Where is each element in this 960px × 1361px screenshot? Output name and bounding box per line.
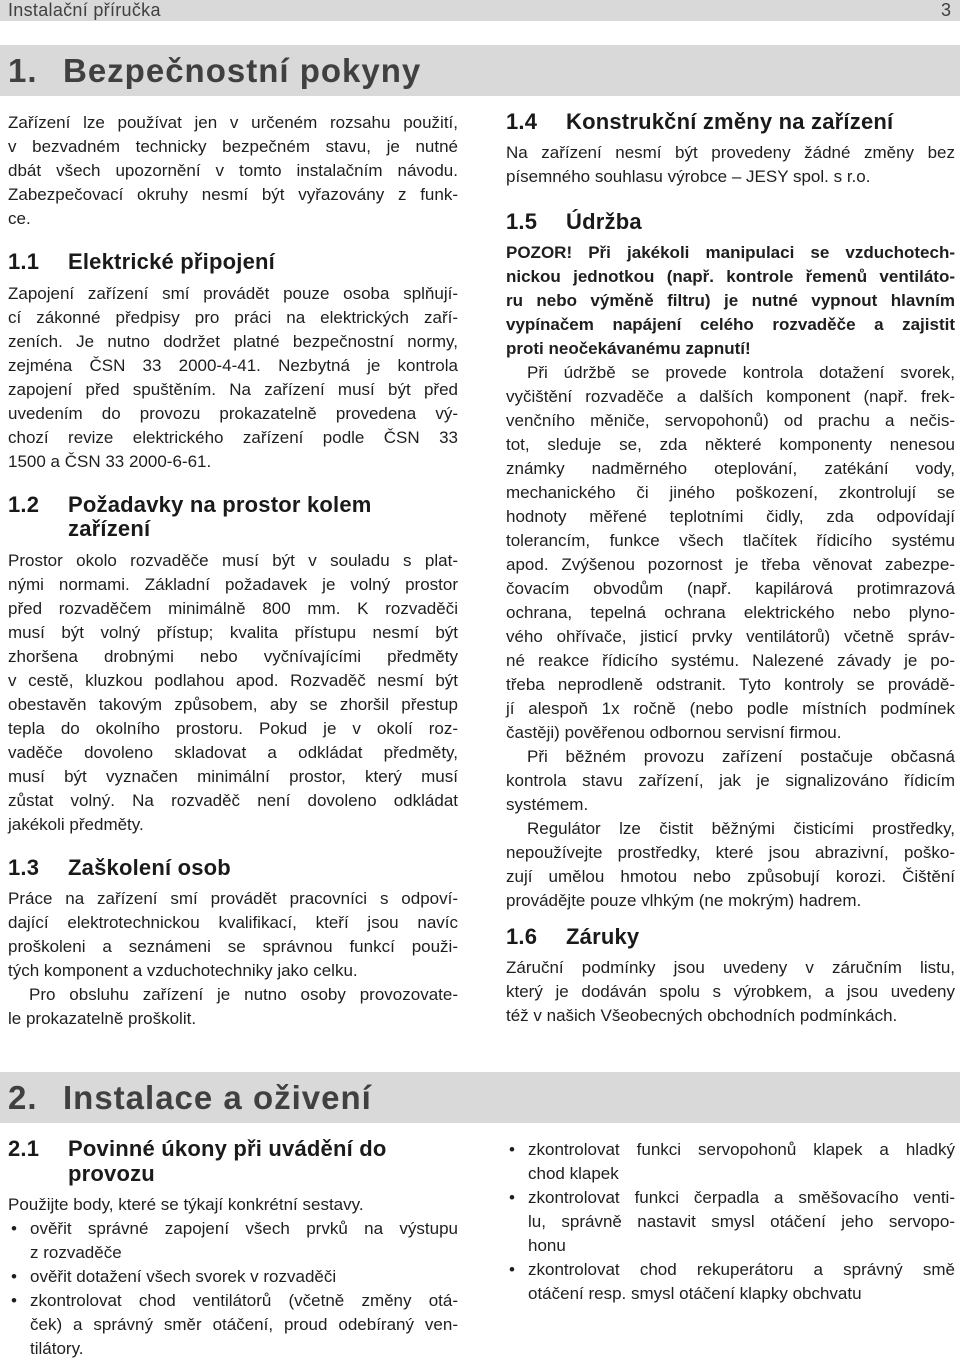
text-line: provozu xyxy=(68,1161,155,1186)
text-line: z rozvaděče xyxy=(30,1243,122,1262)
text-line: Pro obsluhu zařízení je nutno osoby provozovate- xyxy=(29,985,458,1004)
text-line: v bezvadném technicky bezpečném stavu, je nutné xyxy=(8,137,458,156)
text-line: Zaškolení osob xyxy=(68,855,231,880)
subsection-body xyxy=(506,241,955,913)
subsection-heading xyxy=(8,493,458,541)
subsection-title xyxy=(566,210,955,234)
bullet-text xyxy=(30,1217,458,1265)
text-line: proti neočekávanému zapnutí! xyxy=(506,339,751,358)
text-line: Záruky xyxy=(566,924,640,949)
paragraph xyxy=(506,956,955,1028)
subsection-title xyxy=(566,110,955,134)
section-title: Instalace a oživení xyxy=(63,1079,372,1116)
text-line: v cestě, kluzkou podlahou apod. Rozvaděč nesmí být xyxy=(8,671,458,690)
text-line: zkontrolovat funkci čerpadla a směšovacího venti- xyxy=(528,1188,955,1207)
text-line: systémem. xyxy=(506,795,589,814)
subsection-body xyxy=(8,887,458,1031)
document-title: Instalační příručka xyxy=(8,0,161,20)
section-number: 1. xyxy=(8,52,38,89)
text-line: písemného souhlasu výrobce – JESY spol. s r.o. xyxy=(506,167,871,186)
text-line: vyčištění rozvaděče a dalších komponent (např. frek- xyxy=(506,387,955,406)
text-line: vého ohřívače, jisticí prvky ventilátorů) včetně správ- xyxy=(506,627,955,646)
text-line: Zabezpečovací okruhy nesmí být vyřazovány z funk- xyxy=(8,185,458,204)
subsection-number: 2.1 xyxy=(8,1136,40,1161)
text-line: Zařízení lze používat jen v určeném rozsahu použití, xyxy=(8,113,458,132)
text-line: zkontrolovat chod ventilátorů (včetně změny otá- xyxy=(30,1291,458,1310)
text-line: otáčení resp. smysl otáčení klapky obchvatu xyxy=(528,1284,862,1303)
bullet-text xyxy=(30,1289,458,1361)
text-line: zařízení xyxy=(68,516,151,541)
text-line: častěji) pověřenou odbornou servisní firmou. xyxy=(506,723,842,742)
text-line: Údržba xyxy=(566,209,642,234)
text-line: ček) a správný směr otáčení, proud odebíraný ven- xyxy=(30,1315,458,1334)
subsection-number: 1.4 xyxy=(506,109,538,134)
text-line: nickou jednotkou (např. kontrole řemenů ventiláto- xyxy=(506,267,955,286)
text-line: proškoleni a seznámeni se správnou funkcí použi- xyxy=(8,937,458,956)
subsection-title xyxy=(68,1136,458,1186)
text-line: před rozvaděčem minimálně 800 mm. K rozvaděči xyxy=(8,599,458,618)
text-line: jakékoli předměty. xyxy=(8,815,144,834)
text-line: mechanického či jiného poškození, zkontrolují se xyxy=(506,483,955,502)
bullet-item xyxy=(8,1217,458,1265)
text-line: musí být vyznačen minimální prostor, který musí xyxy=(8,767,458,786)
text-line: POZOR! Při jakékoli manipulaci se vzduchotech- xyxy=(506,243,955,262)
text-line: kontrola stavu zařízení, jak je signalizováno řídicím xyxy=(506,771,955,790)
text-line: né reakce řídicího systému. Nalezené závady je po- xyxy=(506,651,955,670)
bullet-item xyxy=(506,1138,955,1186)
bullet-text xyxy=(528,1138,955,1186)
text-line: nými normami. Základní požadavek je volný prostor xyxy=(8,575,458,594)
paragraph xyxy=(8,282,458,474)
text-line: honu xyxy=(528,1236,566,1255)
paragraph xyxy=(8,549,458,837)
subsection-number: 1.2 xyxy=(8,492,40,517)
checklist-left xyxy=(8,1217,458,1361)
bullet-icon xyxy=(8,1217,20,1241)
paragraph xyxy=(506,745,955,817)
text-line: tot, sleduje se, zda některé komponenty nenesou xyxy=(506,435,955,454)
text-line: apod. Zvýšenou pozornost je třeba věnovat zabezpe- xyxy=(506,555,955,574)
subsection-number: 1.3 xyxy=(8,855,40,880)
bullet-icon xyxy=(506,1186,518,1210)
subsection-heading xyxy=(8,856,458,880)
text-line: zkontrolovat chod rekuperátoru a správný smě xyxy=(528,1260,955,1279)
subsection-title xyxy=(68,856,458,880)
bullet-icon xyxy=(506,1138,518,1162)
text-line: nepoužívejte prostředky, které jsou abrazivní, poško- xyxy=(506,843,955,862)
subsection-title xyxy=(68,250,458,274)
text-line: 1500 a ČSN 33 2000-6-61. xyxy=(8,452,212,471)
section-heading-bar xyxy=(0,1072,960,1123)
bullet-item xyxy=(8,1289,458,1361)
text-line: zapojení před spuštěním. Na zařízení musí být před xyxy=(8,380,458,399)
text-line: tých komponent a vzduchotechniky jako celku. xyxy=(8,961,358,980)
text-line: zují umělou hmotou nebo způsobují korozi. Čištění xyxy=(506,867,955,886)
subsection-body xyxy=(506,141,955,189)
text-line: zeních. Je nutno dodržet platné bezpečnostní normy, xyxy=(8,332,458,351)
paragraph xyxy=(506,361,955,745)
text-line: chod klapek xyxy=(528,1164,619,1183)
text-line: Při údržbě se provede kontrola dotažení svorek, xyxy=(527,363,955,382)
subsection-title xyxy=(566,925,955,949)
subsection-body xyxy=(8,549,458,837)
text-line: zkontrolovat funkci servopohonů klapek a hladký xyxy=(528,1140,955,1159)
text-line: dbát všech upozornění v tomto instalačním návodu. xyxy=(8,161,458,180)
subsection-heading xyxy=(506,210,955,234)
section-heading-bar xyxy=(0,45,960,96)
bullet-text xyxy=(30,1265,458,1289)
text-line: dající elektrotechnickou kvalifikací, kteří jsou navíc xyxy=(8,913,458,932)
text-line: Zapojení zařízení smí provádět pouze osoba splňují- xyxy=(8,284,458,303)
text-line: ce. xyxy=(8,209,31,228)
bullet-item xyxy=(506,1258,955,1306)
text-line: Elektrické připojení xyxy=(68,249,275,274)
text-line: známky nadměrného oteplování, zatékání vody, xyxy=(506,459,955,478)
bullet-item xyxy=(8,1265,458,1289)
subsection-heading xyxy=(8,250,458,274)
text-line: vypínačem napájení celého rozvaděče a zajistit xyxy=(506,315,955,334)
section-number: 2. xyxy=(8,1079,38,1116)
text-line: lu, správně nastavit smysl otáčení jeho servopo- xyxy=(528,1212,955,1231)
bullet-item xyxy=(506,1186,955,1258)
text-line: Povinné úkony při uvádění do xyxy=(68,1136,387,1161)
text-line: ověřit dotažení všech svorek v rozvaděči xyxy=(30,1267,337,1286)
text-line: Prostor okolo rozvaděče musí být v souladu s plat- xyxy=(8,551,458,570)
text-line: vaděče dovoleno skladovat a odkládat předměty, xyxy=(8,743,458,762)
subsection-heading xyxy=(506,925,955,949)
checklist-right xyxy=(506,1138,955,1306)
subsection-number: 1.6 xyxy=(506,924,538,949)
text-line: Použijte body, které se týkají konkrétní sestavy. xyxy=(8,1195,364,1214)
text-line: ochrana, tepelná ochrana elektrického nebo plyno- xyxy=(506,603,955,622)
text-line: obestavěn takovým způsobem, aby se zhoršil přestup xyxy=(8,695,458,714)
text-line: jí alespoň 1x ročně (nebo podle místních podmínek xyxy=(506,699,955,718)
paragraph xyxy=(8,983,458,1031)
text-line: Práce na zařízení smí provádět pracovníci s odpoví- xyxy=(8,889,458,908)
paragraph xyxy=(506,817,955,913)
page-header xyxy=(0,0,960,21)
bullet-icon xyxy=(506,1258,518,1282)
text-line: též v našich Všeobecných obchodních podmínkách. xyxy=(506,1006,898,1025)
bullet-icon xyxy=(8,1265,20,1289)
text-line: který je dodáván spolu s výrobkem, a jsou uvedeny xyxy=(506,982,955,1001)
subsection-body xyxy=(506,956,955,1028)
text-line: zhoršena drobnými nebo vyčnívajícími předměty xyxy=(8,647,458,666)
text-line: Záruční podmínky jsou uvedeny v záručním listu, xyxy=(506,958,955,977)
text-line: Konstrukční změny na zařízení xyxy=(566,109,894,134)
text-line: chozí revize elektrického zařízení podle ČSN 33 xyxy=(8,428,458,447)
text-line: zůstat volný. Na rozvaděč není dovoleno odkládat xyxy=(8,791,458,810)
intro-paragraph xyxy=(8,111,458,231)
text-line: Regulátor lze čistit běžnými čisticími prostředky, xyxy=(527,819,955,838)
text-line: Požadavky na prostor kolem xyxy=(68,492,372,517)
text-line: Při běžném provozu zařízení postačuje občasná xyxy=(527,747,955,766)
subsection-heading xyxy=(506,110,955,134)
bullet-icon xyxy=(8,1289,20,1313)
bullet-text xyxy=(528,1186,955,1258)
warning-paragraph xyxy=(506,241,955,361)
subsection-number: 1.1 xyxy=(8,249,40,274)
text-line: provádějte pouze vlhkým (ne mokrým) hadrem. xyxy=(506,891,862,910)
text-line: třeba neprodleně odstranit. Tyto kontroly se provádě- xyxy=(506,675,955,694)
subsection-body xyxy=(8,282,458,474)
page-number: 3 xyxy=(940,0,951,20)
text-line: tilátory. xyxy=(30,1339,84,1358)
text-line: zejména ČSN 33 2000-4-41. Nezbytná je kontrola xyxy=(8,356,458,375)
text-line: musí být volný přístup; kvalita přístupu nesmí být xyxy=(8,623,458,642)
text-line: ru nebo výměně filtru) je nutné vypnout hlavním xyxy=(506,291,955,310)
text-line: uvedením do provozu prokazatelně provedena vý- xyxy=(8,404,458,423)
text-line: ověřit správné zapojení všech prvků na výstupu xyxy=(30,1219,458,1238)
subsection-heading xyxy=(8,1136,458,1186)
bullet-text xyxy=(528,1258,955,1306)
intro-paragraph xyxy=(8,1193,458,1217)
subsection-title xyxy=(68,493,458,541)
text-line: le prokazatelně proškolit. xyxy=(8,1009,197,1028)
paragraph xyxy=(506,141,955,189)
text-line: venčního měniče, servopohonů) od prachu a nečis- xyxy=(506,411,955,430)
section-title: Bezpečnostní pokyny xyxy=(63,52,422,89)
paragraph xyxy=(8,887,458,983)
text-line: tepla do okolního prostoru. Pokud je v okolí roz- xyxy=(8,719,458,738)
text-line: cí zákonné předpisy pro práci na elektrických zaří- xyxy=(8,308,458,327)
subsection-number: 1.5 xyxy=(506,209,538,234)
text-line: Na zařízení nesmí být provedeny žádné změny bez xyxy=(506,143,955,162)
text-line: hodnoty měřené teplotními čidly, zda odpovídají xyxy=(506,507,955,526)
text-line: tolerancím, funkce všech tlačítek řídicího systému xyxy=(506,531,955,550)
text-line: čovacím obvodům (např. kapilárová protimrazová xyxy=(506,579,955,598)
